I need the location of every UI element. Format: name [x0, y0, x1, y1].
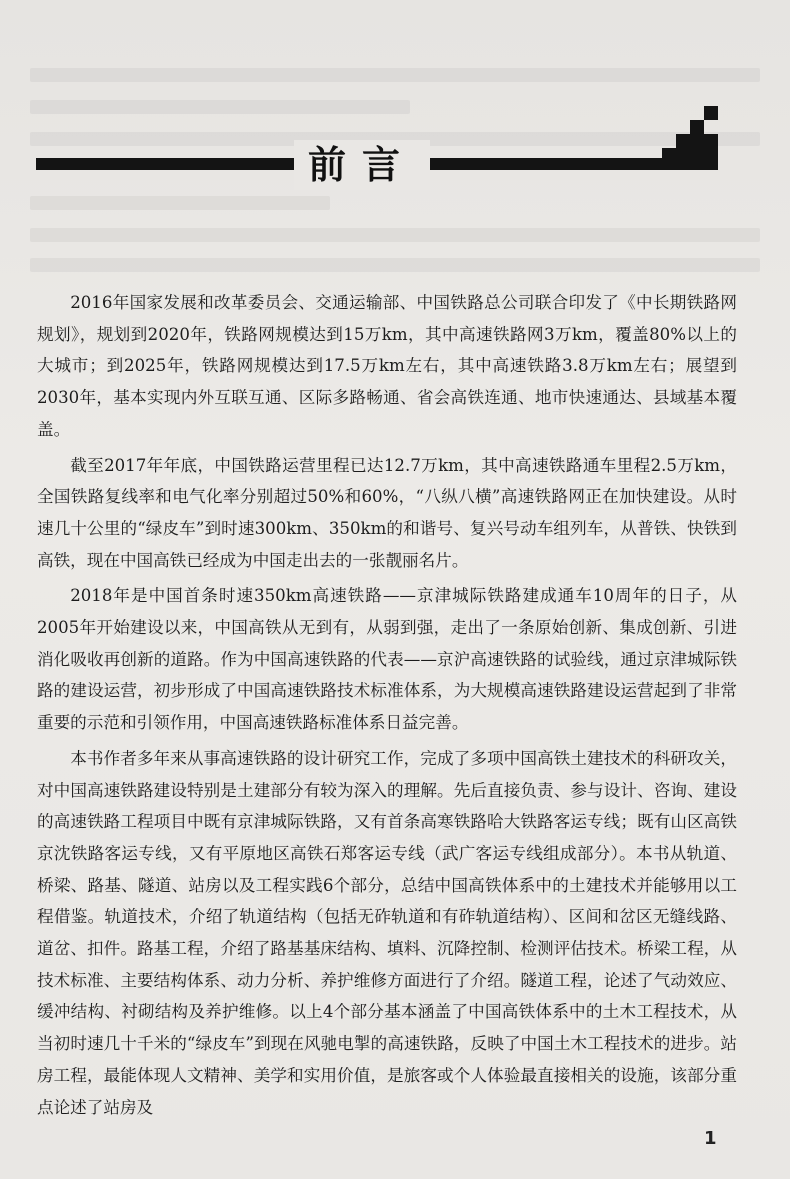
- bleed-through-line: [30, 196, 330, 210]
- page-title: 前言: [307, 143, 416, 187]
- bleed-through-line: [30, 228, 760, 242]
- body-text: [37, 287, 737, 1127]
- page-number: 1: [704, 1128, 717, 1149]
- paragraph: 截至2017年年底，中国铁路运营里程已达12.7万km，其中高速铁路通车里程2.5万km，全国铁路复线率和电气化率分别超过50%和60%，“八纵八横”高速铁路网正在加快建设。从时速几十公里的“绿皮车”到时速300km、350km的和谐号、复兴号动车组列车，从普铁、快铁到高铁，现在中国高铁已经成为中国走出去的一张靓丽名片。: [37, 455, 737, 570]
- paragraph: 本书作者多年来从事高速铁路的设计研究工作，完成了多项中国高铁土建技术的科研攻关，对中国高速铁路建设特别是土建部分有较为深入的理解。先后直接负责、参与设计、咨询、建设的高速铁路工程项目中既有京津城际铁路，又有首条高寒铁路哈大铁路客运专线；既有山区高铁京沈铁路客运专线，又有平原地区高铁石郑客运专线（武广客运专线组成部分）。本书从轨道、桥梁、路基、隧道、站房以及工程实践6个部分，总结中国高铁体系中的土建技术并能够用以工程借鉴。轨道技术，介绍了轨道结构（包括无砟轨道和有砟轨道结构）、区间和岔区无缝线路、道岔、扣件。路基工程，介绍了路基基床结构、填料、沉降控制、检测评估技术。桥梁工程，从技术标准、主要结构体系、动力分析、养护维修方面进行了介绍。隧道工程，论述了气动效应、缓冲结构、衬砌结构及养护维修。以上4个部分基本涵盖了中国高铁体系中的土木工程技术，从当初时速几十千米的“绿皮车”到现在风驰电掣的高速铁路，反映了中国土木工程技术的进步。站房工程，最能体现人文精神、美学和实用价值，是旅客或个人体验最直接相关的设施，该部分重点论述了站房及: [37, 748, 737, 1117]
- paragraph: 2016年国家发展和改革委员会、交通运输部、中国铁路总公司联合印发了《中长期铁路网规划》，规划到2020年，铁路网规模达到15万km，其中高速铁路网3万km，覆盖80%以上的大城市；到2025年，铁路网规模达到17.5万km左右，其中高速铁路3.8万km左右；展望到2030年，基本实现内外互联互通、区际多路畅通、省会高铁连通、地市快速通达、县域基本覆盖。: [37, 293, 737, 439]
- bleed-through-line: [30, 100, 410, 114]
- paragraph: 2018年是中国首条时速350km高速铁路——京津城际铁路建成通车10周年的日子，从2005年开始建设以来，中国高铁从无到有，从弱到强，走出了一条原始创新、集成创新、引进消化吸收再创新的道路。作为中国高速铁路的代表——京沪高速铁路的试验线，通过京津城际铁路的建设运营，初步形成了中国高速铁路技术标准体系，为大规模高速铁路建设运营起到了非常重要的示范和引领作用，中国高速铁路标准体系日益完善。: [37, 586, 737, 733]
- bleed-through-line: [30, 68, 760, 82]
- bleed-through-line: [30, 258, 760, 272]
